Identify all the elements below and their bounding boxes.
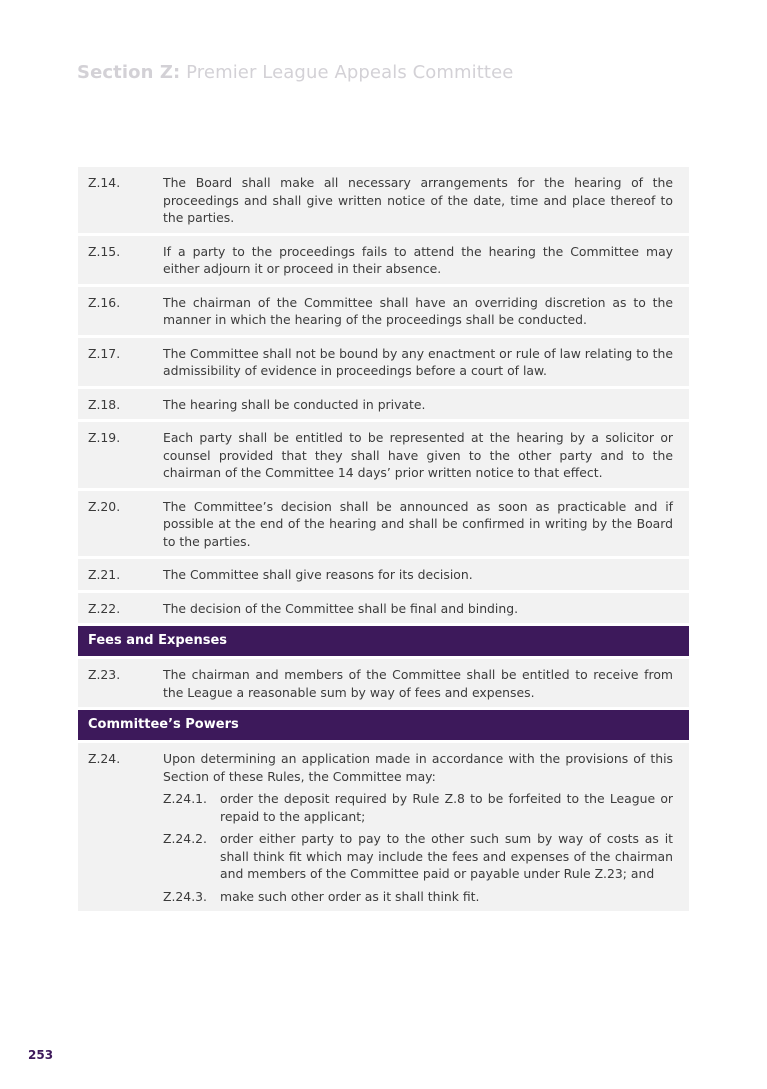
rules-table [78, 167, 689, 914]
rule-text: The Committee’s decision shall be announced as soon as practicable and if possible at the end of the hearing and shall be confirmed in writing by the Board to the parties. [163, 498, 673, 549]
rule-number: Z.14. [88, 175, 121, 190]
rule-row [78, 236, 689, 284]
rule-text: The Board shall make all necessary arrangements for the hearing of the proceedings and shall give written notice of the date, time and place thereof to the parties. [163, 175, 673, 225]
sub-rule [163, 790, 673, 825]
rule-row [78, 491, 689, 557]
sub-rule-number: Z.24.3. [163, 888, 207, 904]
powers-heading: Committee’s Powers [78, 710, 689, 740]
rule-text: The chairman of the Committee shall have an overriding discretion as to the manner in which the hearing of the proceedings shall be conducted. [163, 294, 673, 327]
rule-text: The decision of the Committee shall be final and binding. [163, 600, 519, 616]
rule-row [78, 167, 689, 233]
rule-row [78, 389, 689, 420]
sub-rule-text: order the deposit required by Rule Z.8 to be forfeited to the League or repaid to the applicant; [220, 791, 673, 824]
rule-number: Z.24. [88, 751, 121, 766]
rule-row [78, 743, 689, 911]
sub-rule-text: order either party to pay to the other such sum by way of costs as it shall think fit which may include the fees and expenses of the chairman and members of the Committee paid or payable under Rule Z.23; and [220, 831, 673, 881]
sub-rule-text: make such other order as it shall think fit. [220, 888, 480, 904]
rule-text: If a party to the proceedings fails to attend the hearing the Committee may either adjourn it or proceed in their absence. [163, 243, 673, 276]
page-number: 253 [28, 1048, 54, 1062]
rule-text: The Committee shall give reasons for its decision. [163, 567, 473, 582]
rule-number: Z.23. [88, 667, 121, 682]
rule-text: Upon determining an application made in accordance with the provisions of this Section of these Rules, the Committee may: [163, 751, 673, 784]
section-title: Premier League Appeals Committee [186, 62, 514, 83]
fees-heading: Fees and Expenses [78, 626, 689, 656]
rule-text: The hearing shall be conducted in private. [163, 396, 426, 412]
rule-number: Z.16. [88, 294, 121, 310]
rule-body [163, 750, 673, 905]
rule-row [78, 338, 689, 386]
page-title [77, 62, 513, 83]
sub-rule-number: Z.24.2. [163, 831, 207, 846]
rule-row [78, 287, 689, 335]
sub-rule [163, 830, 673, 883]
section-label: Section Z: [77, 62, 181, 83]
rule-text: The Committee shall not be bound by any enactment or rule of law relating to the admissibility of evidence in proceedings before a court of law. [163, 345, 673, 378]
sub-rule [163, 888, 673, 906]
rule-row [78, 659, 689, 707]
rule-number: Z.15. [88, 243, 121, 259]
rule-text: The chairman and members of the Committee shall be entitled to receive from the League a reasonable sum by way of fees and expenses. [163, 667, 673, 700]
rule-number: Z.21. [88, 567, 121, 582]
rule-number: Z.22. [88, 600, 121, 616]
rule-text: Each party shall be entitled to be represented at the hearing by a solicitor or counsel provided that they shall have given to the other party and to the chairman of the Committee 14 days’ prior written notice to that effect. [163, 430, 673, 480]
rule-number: Z.19. [88, 430, 121, 445]
rule-row [78, 422, 689, 488]
rule-row [78, 593, 689, 624]
sub-rule-number: Z.24.1. [163, 791, 207, 806]
rule-number: Z.17. [88, 345, 121, 361]
rule-number: Z.18. [88, 396, 121, 412]
rule-number: Z.20. [88, 498, 121, 514]
rule-row [78, 559, 689, 590]
